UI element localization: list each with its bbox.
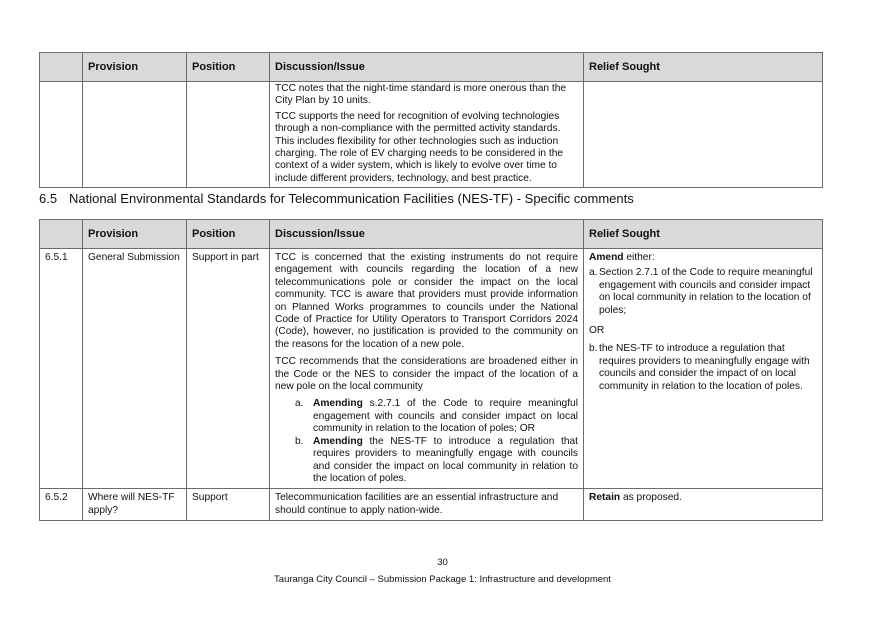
cell-position: Support in part <box>187 249 270 489</box>
header-row <box>40 53 823 82</box>
list-item <box>295 435 578 486</box>
header-discussion: Discussion/Issue <box>270 220 584 249</box>
cell-relief <box>584 489 823 521</box>
relief-intro <box>589 492 817 504</box>
cell-relief <box>584 82 823 188</box>
cell-discussion <box>270 249 584 489</box>
list-item-text: the NES-TF to introduce a regulation that requires providers to meaningfully engage with councils and consider the impact on local community in relation to the location of poles. <box>313 435 578 484</box>
header-provision: Provision <box>83 220 187 249</box>
list-item-bold: Amending <box>313 398 363 410</box>
header-discussion: Discussion/Issue <box>270 53 584 82</box>
cell-provision <box>83 82 187 188</box>
recommendation-list <box>275 398 578 485</box>
list-item-bold: Amending <box>313 435 363 447</box>
list-item-text: s.2.7.1 of the Code to require meaningful engagement with councils and consider impact on local community in relation to the location of poles; OR <box>313 398 578 435</box>
cell-num <box>40 82 83 188</box>
discussion-paragraph: TCC notes that the night-time standard is more onerous than the City Plan by 10 units. <box>275 83 567 107</box>
cell-num: 6.5.1 <box>40 249 83 489</box>
cell-provision: General Submission <box>83 249 187 489</box>
header-num <box>40 220 83 249</box>
list-marker: b. <box>589 343 598 355</box>
cell-position <box>187 82 270 188</box>
relief-bold: Retain <box>589 492 621 504</box>
relief-item-text: Section 2.7.1 of the Code to require meaningful engagement with councils and consider impact on local community in relation to the location of poles; <box>599 267 813 316</box>
relief-intro <box>589 252 817 264</box>
section-number: 6.5 <box>39 191 58 206</box>
discussion-paragraph: TCC is concerned that the existing instruments do not require engagement with councils regarding the location of a new telecommunications pole or consider the impact on the local community. TCC is aware that providers must provide information on Planned Works programmes to councils under the National Code of Practice for Utility Operators to Transport Corridors 2024 (Code), however, no justification is provided to the community on the reasons for the location of a new pole. <box>275 252 578 350</box>
list-marker: a. <box>589 267 598 279</box>
table-row <box>40 249 823 489</box>
section-title: National Environmental Standards for Telecommunication Facilities (NES-TF) - Specific comments <box>69 191 634 206</box>
relief-item <box>589 267 817 317</box>
cell-provision: Where will NES-TF apply? <box>83 489 187 521</box>
table-row <box>40 489 823 521</box>
cell-position: Support <box>187 489 270 521</box>
discussion-paragraph: Telecommunication facilities are an essential infrastructure and should continue to apply nation-wide. <box>275 492 559 516</box>
cell-discussion <box>270 82 584 188</box>
continuation-table <box>39 52 823 188</box>
header-num <box>40 53 83 82</box>
relief-rest: either: <box>623 252 655 263</box>
list-item <box>295 398 578 435</box>
table-row <box>40 82 823 188</box>
page-number: 30 <box>437 557 448 568</box>
relief-bold: Amend <box>589 252 624 263</box>
section-heading <box>39 191 634 206</box>
header-relief: Relief Sought <box>584 53 823 82</box>
cell-discussion <box>270 489 584 521</box>
list-marker: b. <box>295 435 304 447</box>
footer-text: Tauranga City Council – Submission Package 1: Infrastructure and development <box>274 574 611 585</box>
nes-tf-table <box>39 219 823 521</box>
relief-item-text: the NES-TF to introduce a regulation that requires providers to meaningfully engage with councils and consider the impact of on local community in relation to the location of poles. <box>599 343 810 392</box>
cell-num: 6.5.2 <box>40 489 83 521</box>
list-marker: a. <box>295 398 304 410</box>
relief-rest: as proposed. <box>620 492 682 504</box>
cell-relief <box>584 249 823 489</box>
discussion-paragraph: TCC recommends that the considerations are broadened either in the Code or the NES to consider the impact of the location of a new pole on the local community <box>275 356 578 393</box>
header-relief: Relief Sought <box>584 220 823 249</box>
header-position: Position <box>187 220 270 249</box>
relief-item <box>589 343 817 393</box>
header-position: Position <box>187 53 270 82</box>
discussion-paragraph: TCC supports the need for recognition of evolving technologies through a non-compliance with the permitted activity standards. This includes flexibility for other technologies such as induction charging. The role of EV charging needs to be considered in the context of a wider system, which is likely to evolve over time to include different providers, technology, and best practice. <box>275 110 564 184</box>
header-provision: Provision <box>83 53 187 82</box>
header-row <box>40 220 823 249</box>
relief-or: OR <box>589 325 605 337</box>
